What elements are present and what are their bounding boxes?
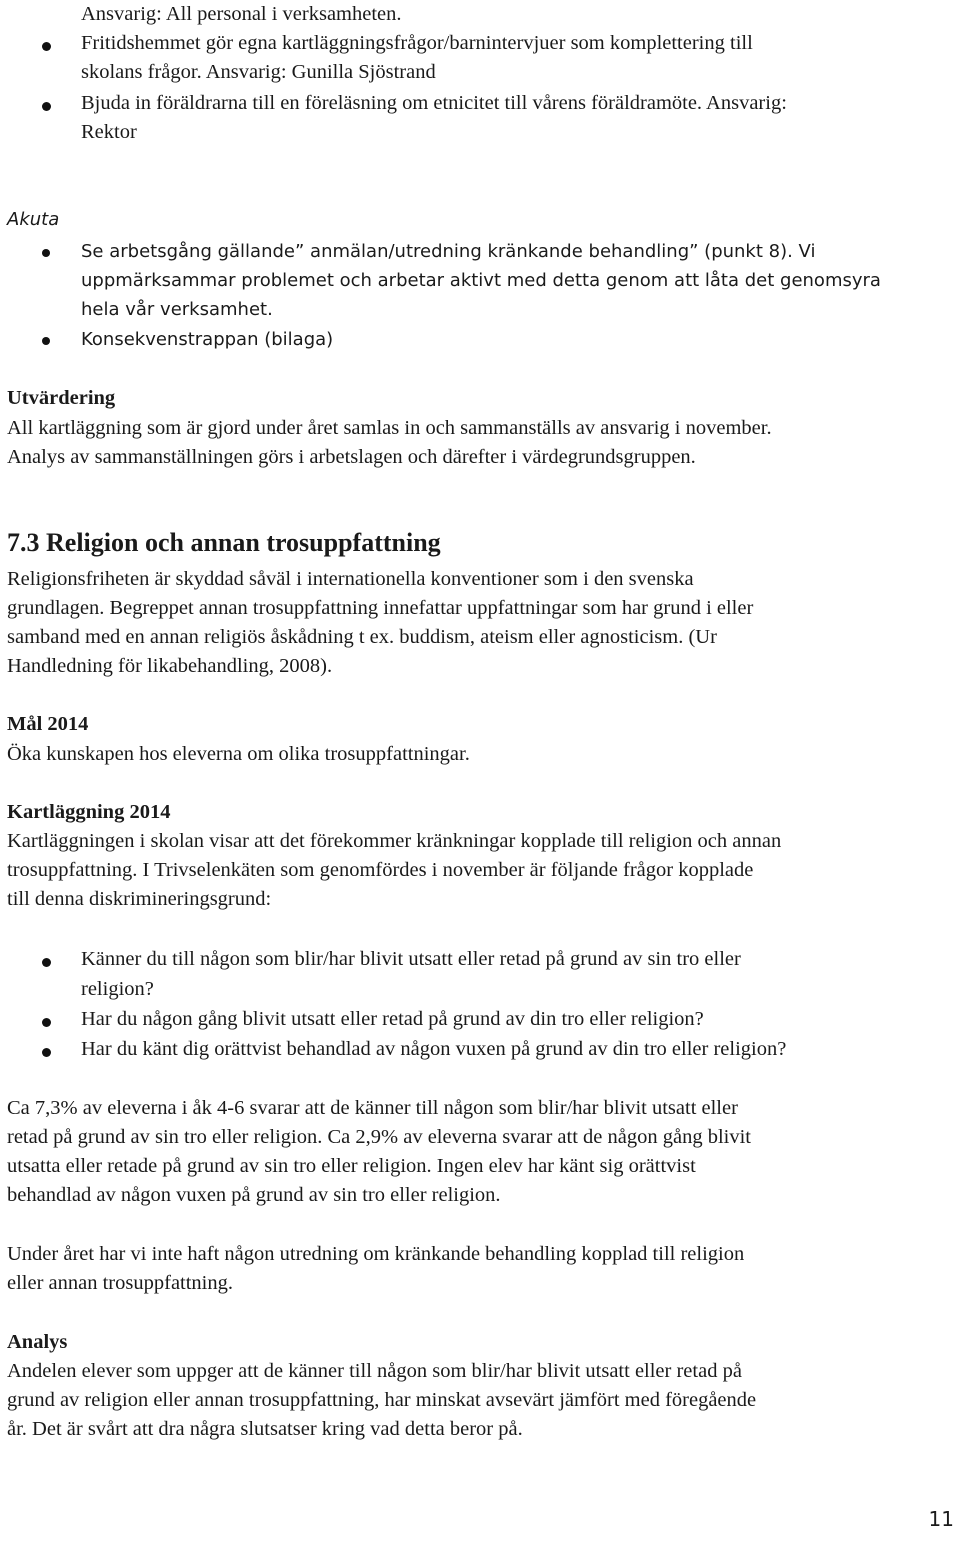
paragraph-line: Religionsfriheten är skyddad såväl i internationella konventioner som i den svenska — [7, 568, 694, 590]
paragraph-line: år. Det är svårt att dra några slutsatser kring vad detta beror på. — [7, 1418, 523, 1440]
list-item-line: Se arbetsgång gällande” anmälan/utredning kränkande behandling” (punkt 8). Vi — [81, 241, 816, 262]
bullet-dot — [42, 1018, 51, 1027]
bullet-dot — [42, 42, 51, 51]
utvardering-heading: Utvärdering — [7, 387, 116, 409]
survey-question-line: Känner du till någon som blir/har blivit utsatt eller retad på grund av sin tro eller — [81, 948, 741, 970]
kartlaggning-heading: Kartläggning 2014 — [7, 801, 171, 823]
paragraph-line: eller annan trosuppfattning. — [7, 1272, 234, 1294]
survey-question-line: Har du någon gång blivit utsatt eller retad på grund av din tro eller religion? — [81, 1008, 704, 1030]
list-item-line: Rektor — [81, 121, 137, 143]
paragraph-line: Andelen elever som uppger att de känner till någon som blir/har blivit utsatt eller retad på — [7, 1360, 742, 1382]
paragraph-line: behandlad av någon vuxen på grund av sin tro eller religion. — [7, 1184, 501, 1206]
paragraph-line: All kartläggning som är gjord under året samlas in och sammanställs av ansvarig i november. — [7, 417, 772, 439]
paragraph-line: Kartläggningen i skolan visar att det förekommer kränkningar kopplade till religion och annan — [7, 830, 782, 852]
paragraph-line: trosuppfattning. I Trivselenkäten som genomfördes i november är följande frågor kopplade — [7, 859, 754, 881]
paragraph-line: grundlagen. Begreppet annan trosuppfattning innefattar uppfattningar som har grund i eller — [7, 597, 754, 619]
paragraph-line: utsatta eller retade på grund av sin tro eller religion. Ingen elev har känt sig orättvist — [7, 1155, 696, 1177]
paragraph-line: Öka kunskapen hos eleverna om olika trosuppfattningar. — [7, 743, 470, 765]
continued-responsibility-line: Ansvarig: All personal i verksamheten. — [81, 3, 402, 25]
bullet-dot — [42, 249, 50, 257]
paragraph-line: samband med en annan religiös åskådning t ex. buddism, ateism eller agnosticism. (Ur — [7, 626, 717, 648]
bullet-dot — [42, 337, 50, 345]
bullet-dot — [42, 1048, 51, 1057]
bullet-dot — [42, 102, 51, 111]
paragraph-line: Under året har vi inte haft någon utredning om kränkande behandling kopplad till religion — [7, 1243, 745, 1265]
section-heading: 7.3 Religion och annan trosuppfattning — [7, 528, 441, 557]
page-number: 11 — [928, 1507, 954, 1531]
mal-heading: Mål 2014 — [7, 713, 89, 735]
list-item-line: hela vår verksamhet. — [81, 299, 273, 320]
survey-question-line: religion? — [81, 978, 154, 1000]
paragraph-line: till denna diskrimineringsgrund: — [7, 888, 272, 910]
paragraph-line: Analys av sammanställningen görs i arbetslagen och därefter i värdegrundsgruppen. — [7, 446, 696, 468]
list-item-line: uppmärksammar problemet och arbetar aktivt med detta genom att låta det genomsyra — [81, 270, 881, 291]
bullet-dot — [42, 958, 51, 967]
paragraph-line: grund av religion eller annan trosuppfattning, har minskat avsevärt jämfört med föregående — [7, 1389, 757, 1411]
paragraph-line: Ca 7,3% av eleverna i åk 4-6 svarar att de känner till någon som blir/har blivit utsatt eller — [7, 1097, 738, 1119]
list-item-line: Fritidshemmet gör egna kartläggningsfrågor/barnintervjuer som komplettering till — [81, 32, 753, 54]
paragraph-line: Handledning för likabehandling, 2008). — [7, 655, 333, 677]
akuta-heading: Akuta — [7, 209, 60, 230]
survey-question-line: Har du känt dig orättvist behandlad av någon vuxen på grund av din tro eller religion? — [81, 1038, 787, 1060]
list-item-line: Bjuda in föräldrarna till en föreläsning om etnicitet till vårens föräldramöte. Ansvarig: — [81, 92, 787, 114]
list-item-line: skolans frågor. Ansvarig: Gunilla Sjöstrand — [81, 61, 436, 83]
analys-heading: Analys — [7, 1331, 68, 1353]
list-item-line: Konsekvenstrappan (bilaga) — [81, 329, 334, 350]
paragraph-line: retad på grund av sin tro eller religion. Ca 2,9% av eleverna svarar att de någon gång blivit — [7, 1126, 752, 1148]
